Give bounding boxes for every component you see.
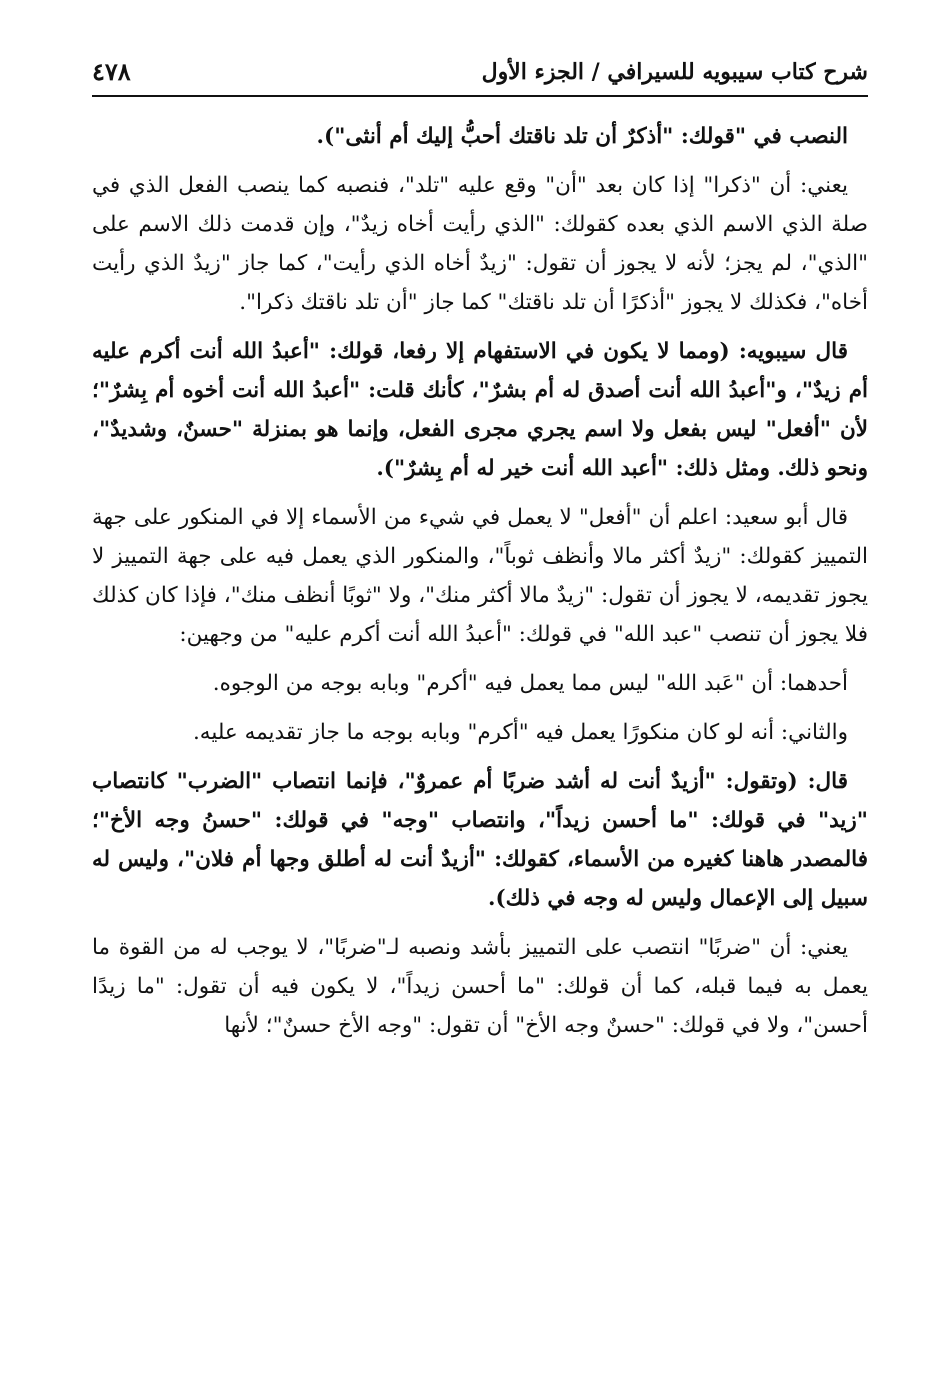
paragraph-first-reason: أحدهما: أن "عَبد الله" ليس مما يعمل فيه "أكرم" وبابه بوجه من الوجوه. — [212, 671, 848, 696]
page-header — [92, 55, 868, 97]
paragraph-abu-said: قال أبو سعيد: اعلم أن "أفعل" لا يعمل في شيء من الأسماء إلا في المنكور على جهة التمييز كقولك: "زيدٌ أكثر مالا وأنظف ثوباً"، والمنكور الذي يعمل فيه على جهة التمييز لا يجوز تقديمه، لا يجوز أن تقول: "زيدٌ مالا أكثر منك"، ولا "ثوبًا أنظف منك"، فإذا كان كذلك فلا يجوز أن تنصب "عبد الله" في قولك: "أعبدُ الله أنت أكرم عليه" من وجهين: — [92, 505, 868, 647]
page-number: ٤٧٨ — [92, 57, 131, 86]
book-title: شرح كتاب سيبويه للسيرافي / الجزء الأول — [481, 59, 868, 85]
page-body — [92, 117, 868, 1045]
paragraph-commentary-2: يعني: أن "ضربًا" انتصب على التمييز بأشد ونصبه لـ"ضربًا"، لا يوجب له من القوة ما يعمل به فيما قبله، كما أن قولك: "ما أحسن زيداً"، لا يكون فيه أن تقول: "ما زيدًا أحسن"، ولا في قولك: "حسنٌ وجه الأخ" أن تقول: "وجه الأخ حسنٌ"؛ لأنها — [92, 935, 868, 1038]
paragraph-commentary-1: يعني: أن "ذكرا" إذا كان بعد "أن" وقع عليه "تلد"، فنصبه كما ينصب الفعل الذي في صلة الذي الاسم الذي بعده كقولك: "الذي رأيت أخاه زيدٌ"، وإن قدمت ذلك الاسم على "الذي"، لم يجز؛ لأنه لا يجوز أن تقول: "زيدٌ أخاه الذي رأيت"، كما جاز "زيدٌ الذي رأيت أخاه"، فكذلك لا يجوز "أذكرًا أن تلد ناقتك" كما جاز "أن تلد ناقتك ذكرا". — [92, 173, 868, 315]
paragraph-second-reason: والثاني: أنه لو كان منكورًا يعمل فيه "أكرم" وبابه بوجه ما جاز تقديمه عليه. — [192, 720, 848, 745]
document-page — [92, 55, 868, 1355]
paragraph-quote-2: قال: (وتقول: "أزيدٌ أنت له أشد ضربًا أم عمروٌ"، فإنما انتصاب "الضرب" كانتصاب "زيد" في قولك: "ما أحسن زيداً"، وانتصاب "وجه" في قولك: "حسنُ وجه الأخ"؛ فالمصدر هاهنا كغيره من الأسماء، كقولك: "أزيدٌ أنت له أطلق وجها أم فلان"، وليس له سبيل إلى الإعمال وليس له وجه في ذلك). — [92, 769, 868, 911]
paragraph-quote-1: النصب في "قولك: "أذكرٌ أن تلد ناقتك أحبُّ إليك أم أنثى"). — [316, 124, 848, 149]
paragraph-sibawayh-quote: قال سيبويه: (ومما لا يكون في الاستفهام إلا رفعا، قولك: "أعبدُ الله أنت أكرم عليه أم زيدٌ"، و"أعبدُ الله أنت أصدق له أم بشرٌ"، كأنك قلت: "أعبدُ الله أنت أخوه أم بِشرٌ"؛ لأن "أفعل" ليس بفعل ولا اسم يجري مجرى الفعل، وإنما هو بمنزلة "حسنٌ، وشديدٌ"، ونحو ذلك. ومثل ذلك: "أعبد الله أنت خير له أم بِشرٌ"). — [92, 339, 868, 481]
